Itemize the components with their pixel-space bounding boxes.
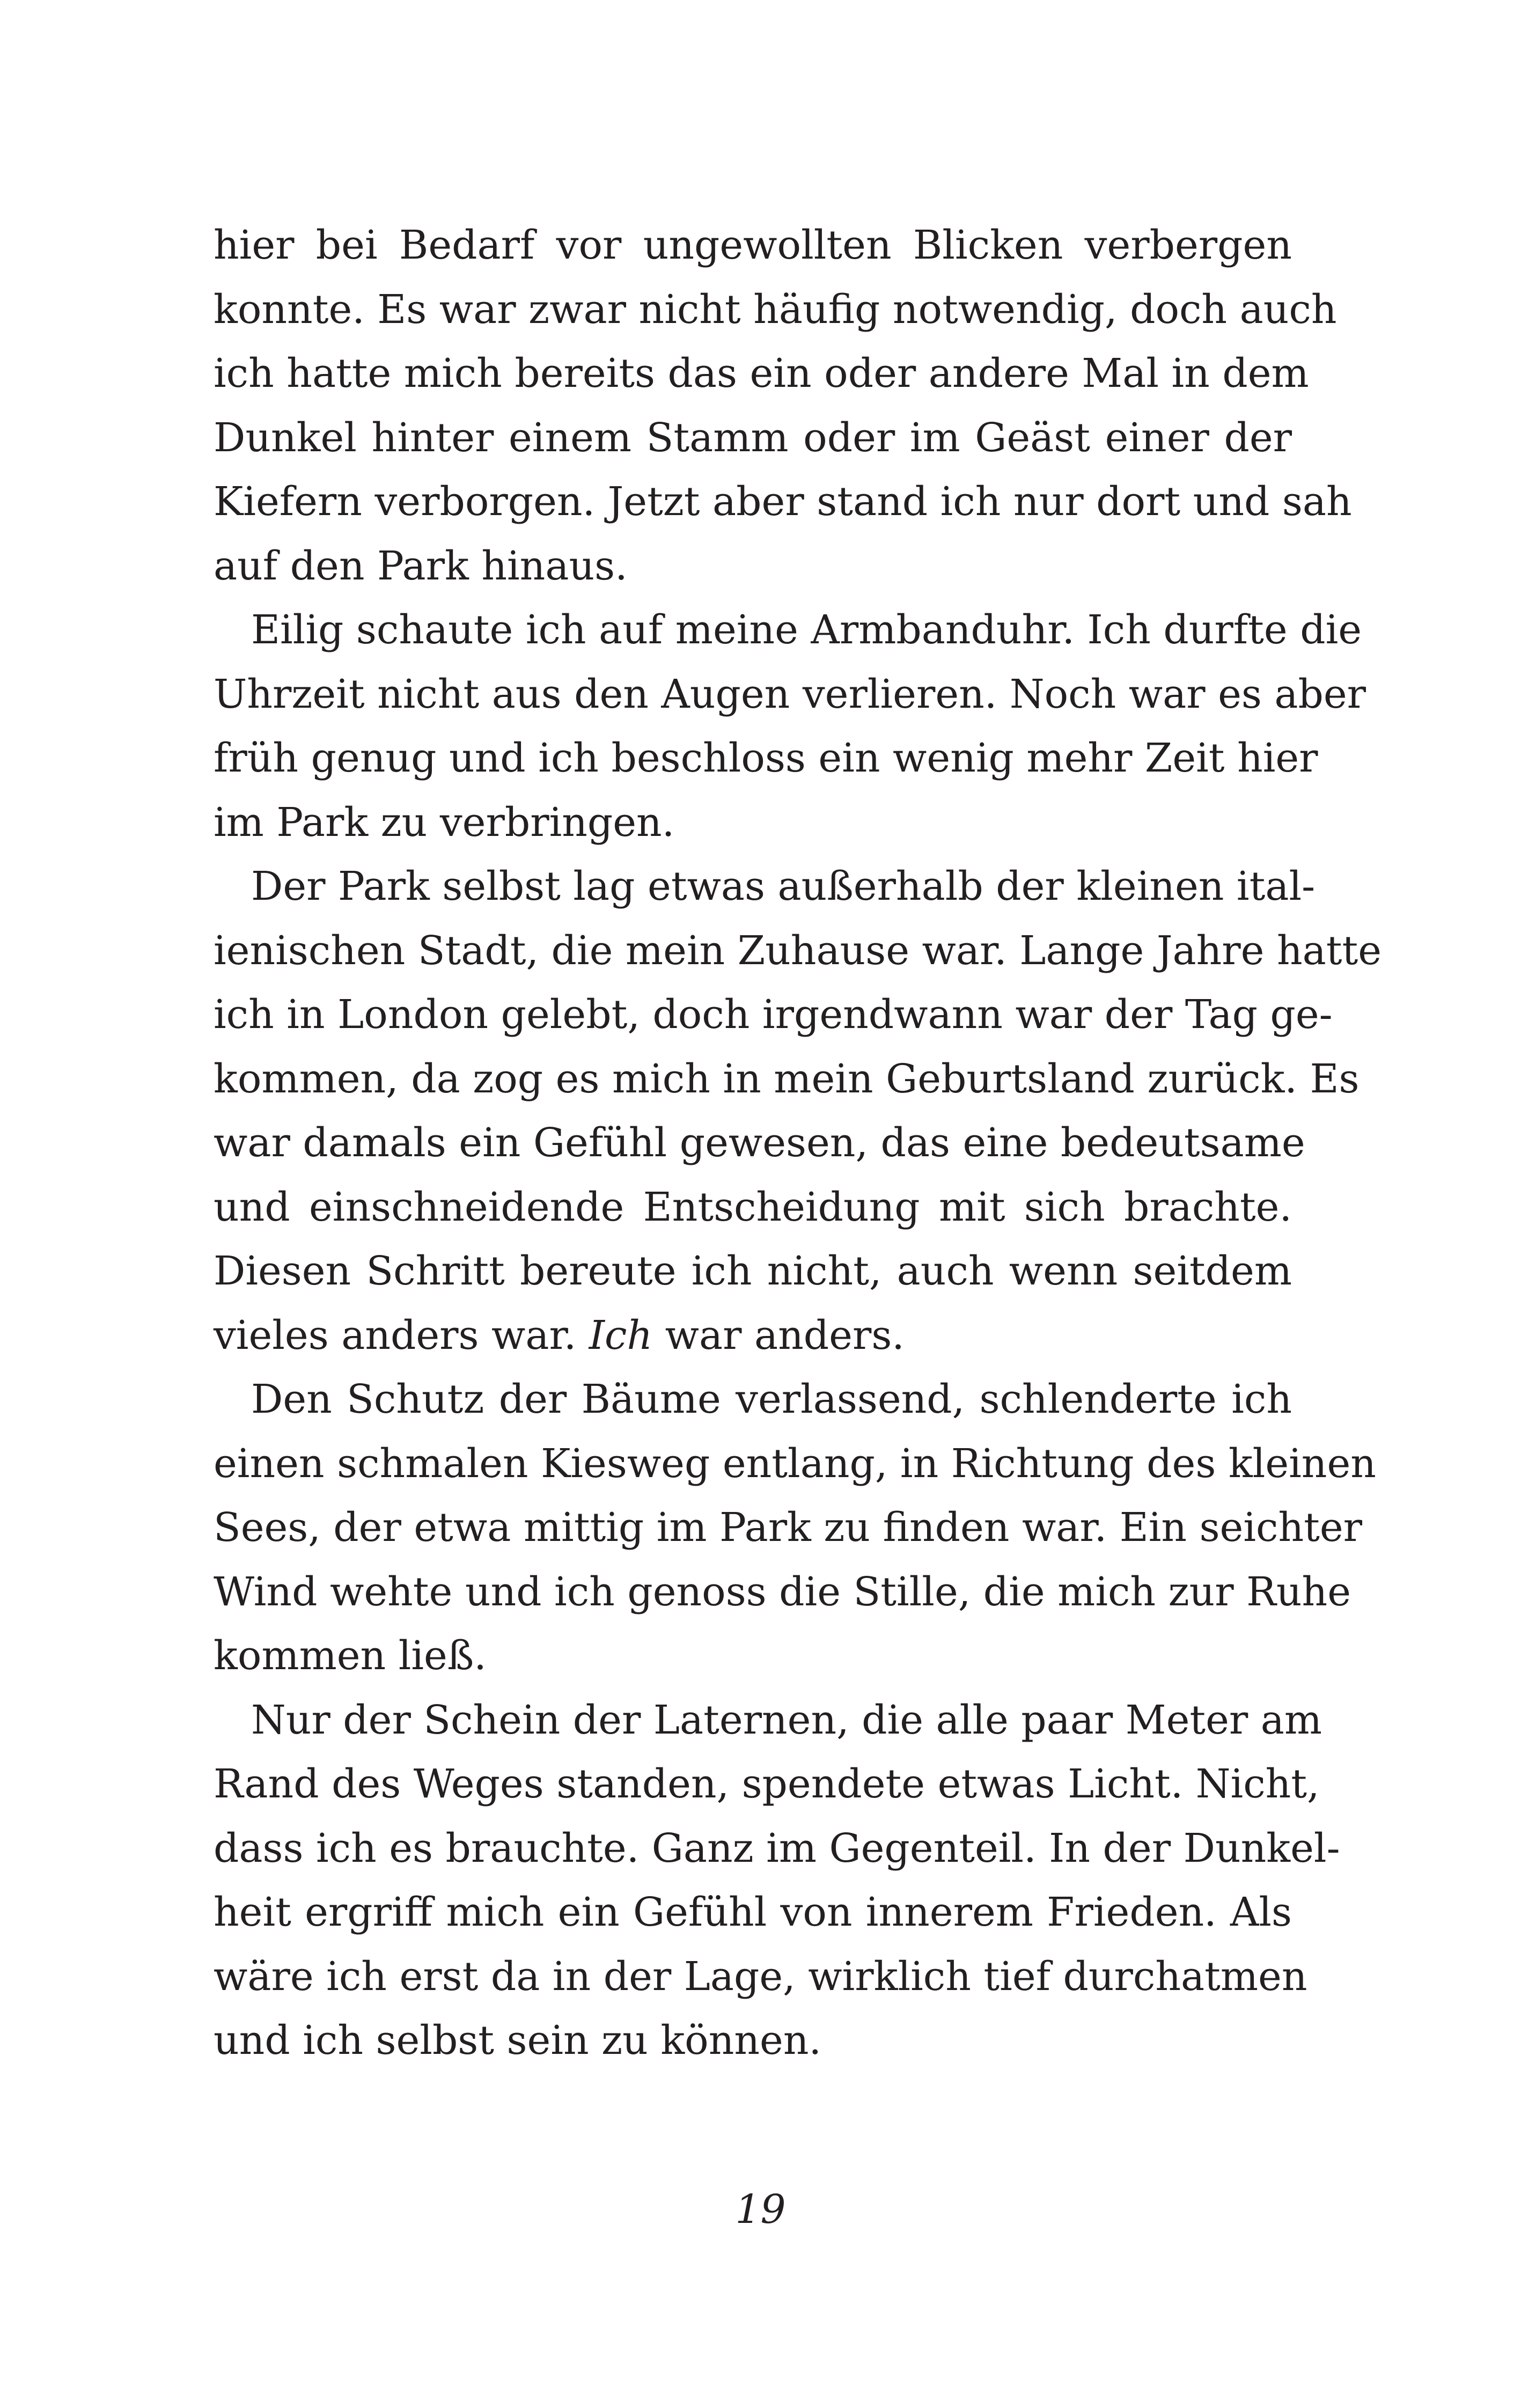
text-line: konnte. Es war zwar nicht häufig notwendig, doch auch bbox=[214, 286, 1337, 333]
text-line: ienischen Stadt, die mein Zuhause war. Lange Jahre hatte bbox=[214, 927, 1382, 974]
text-line: ich in London gelebt, doch irgendwann war der Tag ge- bbox=[214, 992, 1333, 1038]
text-line: Wind wehte und ich genoss die Stille, die mich zur Ruhe bbox=[214, 1568, 1351, 1615]
text-line: dass ich es brauchte. Ganz im Gegenteil. In der Dunkel- bbox=[214, 1825, 1340, 1871]
paragraph-5 bbox=[214, 1688, 1340, 2073]
text-line: Kiefern verborgen. Jetzt aber stand ich nur dort und sah bbox=[214, 479, 1352, 525]
text-run: war anders. bbox=[652, 1312, 905, 1359]
text-line: kommen, da zog es mich in mein Geburtsland zurück. Es bbox=[214, 1055, 1360, 1102]
text-line: heit ergriff mich ein Gefühl von innerem Frieden. Als bbox=[214, 1889, 1292, 1935]
paragraph-3 bbox=[214, 855, 1382, 1368]
text-line: Der Park selbst lag etwas außerhalb der kleinen ital- bbox=[251, 863, 1316, 909]
text-line: war damals ein Gefühl gewesen, das eine bedeutsame bbox=[214, 1120, 1305, 1166]
paragraph-2 bbox=[214, 598, 1366, 855]
text-line: im Park zu verbringen. bbox=[214, 799, 675, 846]
text-line: und einschneidende Entscheidung mit sich brachte. bbox=[214, 1184, 1292, 1230]
text-line: einen schmalen Kiesweg entlang, in Richtung des kleinen bbox=[214, 1440, 1376, 1487]
text-line: und ich selbst sein zu können. bbox=[214, 2017, 822, 2064]
text-line: Sees, der etwa mittig im Park zu finden war. Ein seichter bbox=[214, 1504, 1363, 1551]
emphasized-word: Ich bbox=[589, 1312, 653, 1359]
page-number: 19 bbox=[735, 2186, 786, 2233]
paragraph-1 bbox=[214, 214, 1352, 598]
text-line: Rand des Weges standen, spendete etwas Licht. Nicht, bbox=[214, 1761, 1320, 1807]
text-line: Den Schutz der Bäume verlassend, schlenderte ich bbox=[251, 1376, 1292, 1422]
text-line: früh genug und ich beschloss ein wenig mehr Zeit hier bbox=[214, 735, 1318, 781]
body-text bbox=[214, 214, 1382, 2073]
text-line: Dunkel hinter einem Stamm oder im Geäst einer der bbox=[214, 414, 1292, 461]
text-line: wäre ich erst da in der Lage, wirklich tief durchatmen bbox=[214, 1953, 1307, 2000]
text-line: kommen ließ. bbox=[214, 1633, 487, 1679]
text-line: hier bei Bedarf vor ungewollten Blicken verbergen bbox=[214, 222, 1292, 268]
text-line: Eilig schaute ich auf meine Armbanduhr. Ich durfte die bbox=[251, 607, 1362, 653]
text-line: auf den Park hinaus. bbox=[214, 542, 628, 589]
paragraph-4 bbox=[214, 1368, 1376, 1688]
text-line: Diesen Schritt bereute ich nicht, auch wenn seitdem bbox=[214, 1248, 1292, 1294]
text-line bbox=[214, 1304, 1292, 1368]
text-run: vieles anders war. bbox=[214, 1312, 589, 1359]
text-line: ich hatte mich bereits das ein oder andere Mal in dem bbox=[214, 350, 1309, 397]
text-line: Uhrzeit nicht aus den Augen verlieren. Noch war es aber bbox=[214, 671, 1366, 717]
text-line: Nur der Schein der Laternen, die alle paar Meter am bbox=[251, 1697, 1322, 1743]
